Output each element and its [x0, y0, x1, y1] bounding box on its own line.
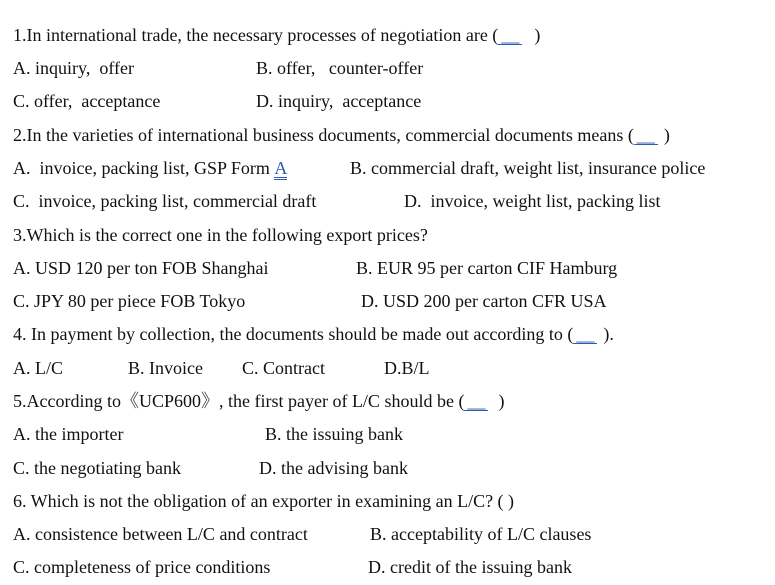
option-c: C. completeness of price conditions: [13, 557, 271, 577]
handwritten-answer-mark: A: [274, 158, 288, 178]
answer-blank[interactable]: __: [464, 392, 488, 411]
option-b: B. Invoice: [128, 358, 203, 378]
option-b: B. offer, counter-offer: [256, 58, 424, 78]
question-5-options-row-1: [13, 418, 753, 451]
option-c: C. offer, acceptance: [13, 91, 161, 111]
option-d: D. USD 200 per carton CFR USA: [361, 291, 607, 311]
option-c: C. JPY 80 per piece FOB Tokyo: [13, 291, 246, 311]
question-1-options-row-1: [13, 52, 753, 85]
option-c: C. Contract: [242, 358, 325, 378]
question-6-options-row-2: [13, 551, 753, 584]
question-stem-close: ): [663, 125, 670, 145]
question-6-stem: 6. Which is not the obligation of an exporter in examining an L/C? ( ): [13, 491, 515, 511]
option-d: D. credit of the issuing bank: [368, 557, 572, 577]
question-3-stem: 3.Which is the correct one in the following export prices?: [13, 225, 428, 245]
question-4-stem: [13, 318, 614, 351]
question-2-options-row-2: [13, 185, 753, 218]
option-b: B. EUR 95 per carton CIF Hamburg: [356, 258, 618, 278]
question-stem-text: 2.In the varieties of international business documents, commercial documents means (: [13, 125, 634, 145]
question-4-options: [13, 352, 753, 385]
option-a: A. USD 120 per ton FOB Shanghai: [13, 258, 269, 278]
option-a: [13, 152, 287, 185]
question-1-options-row-2: [13, 85, 753, 118]
question-stem-text: 4. In payment by collection, the documents should be made out according to (: [13, 324, 574, 344]
question-2-options-row-1: [13, 152, 758, 185]
question-5-options-row-2: [13, 452, 753, 485]
option-a: A. consistence between L/C and contract: [13, 524, 308, 544]
question-3-options-row-1: [13, 252, 753, 285]
option-a: A. the importer: [13, 424, 124, 444]
question-5-stem: [13, 385, 504, 418]
question-stem-close: ).: [603, 324, 614, 344]
option-d: D. the advising bank: [259, 458, 408, 478]
answer-blank[interactable]: __: [573, 325, 597, 344]
option-d: D. inquiry, acceptance: [256, 91, 422, 111]
question-stem-close: ): [534, 25, 541, 45]
question-stem-text: 5.According to《UCP600》, the first payer of L/C should be (: [13, 391, 465, 411]
option-c: C. invoice, packing list, commercial draft: [13, 191, 317, 211]
option-d: D.B/L: [384, 358, 430, 378]
answer-blank[interactable]: __: [634, 126, 658, 145]
option-c: C. the negotiating bank: [13, 458, 181, 478]
option-b: B. acceptability of L/C clauses: [370, 524, 592, 544]
option-b: B. commercial draft, weight list, insurance police: [350, 158, 706, 178]
option-b: B. the issuing bank: [265, 424, 403, 444]
question-stem-close: ): [498, 391, 505, 411]
question-stem-text: 1.In international trade, the necessary processes of negotiation are (: [13, 25, 499, 45]
option-d: D. invoice, weight list, packing list: [404, 191, 661, 211]
question-6-options-row-1: [13, 518, 753, 551]
question-3-options-row-2: [13, 285, 753, 318]
question-2-stem: [13, 119, 670, 152]
option-a: A. inquiry, offer: [13, 58, 134, 78]
question-1-stem: [13, 19, 540, 52]
answer-blank[interactable]: __: [498, 26, 522, 45]
option-a-text: A. invoice, packing list, GSP Form: [13, 158, 275, 178]
option-a: A. L/C: [13, 358, 64, 378]
